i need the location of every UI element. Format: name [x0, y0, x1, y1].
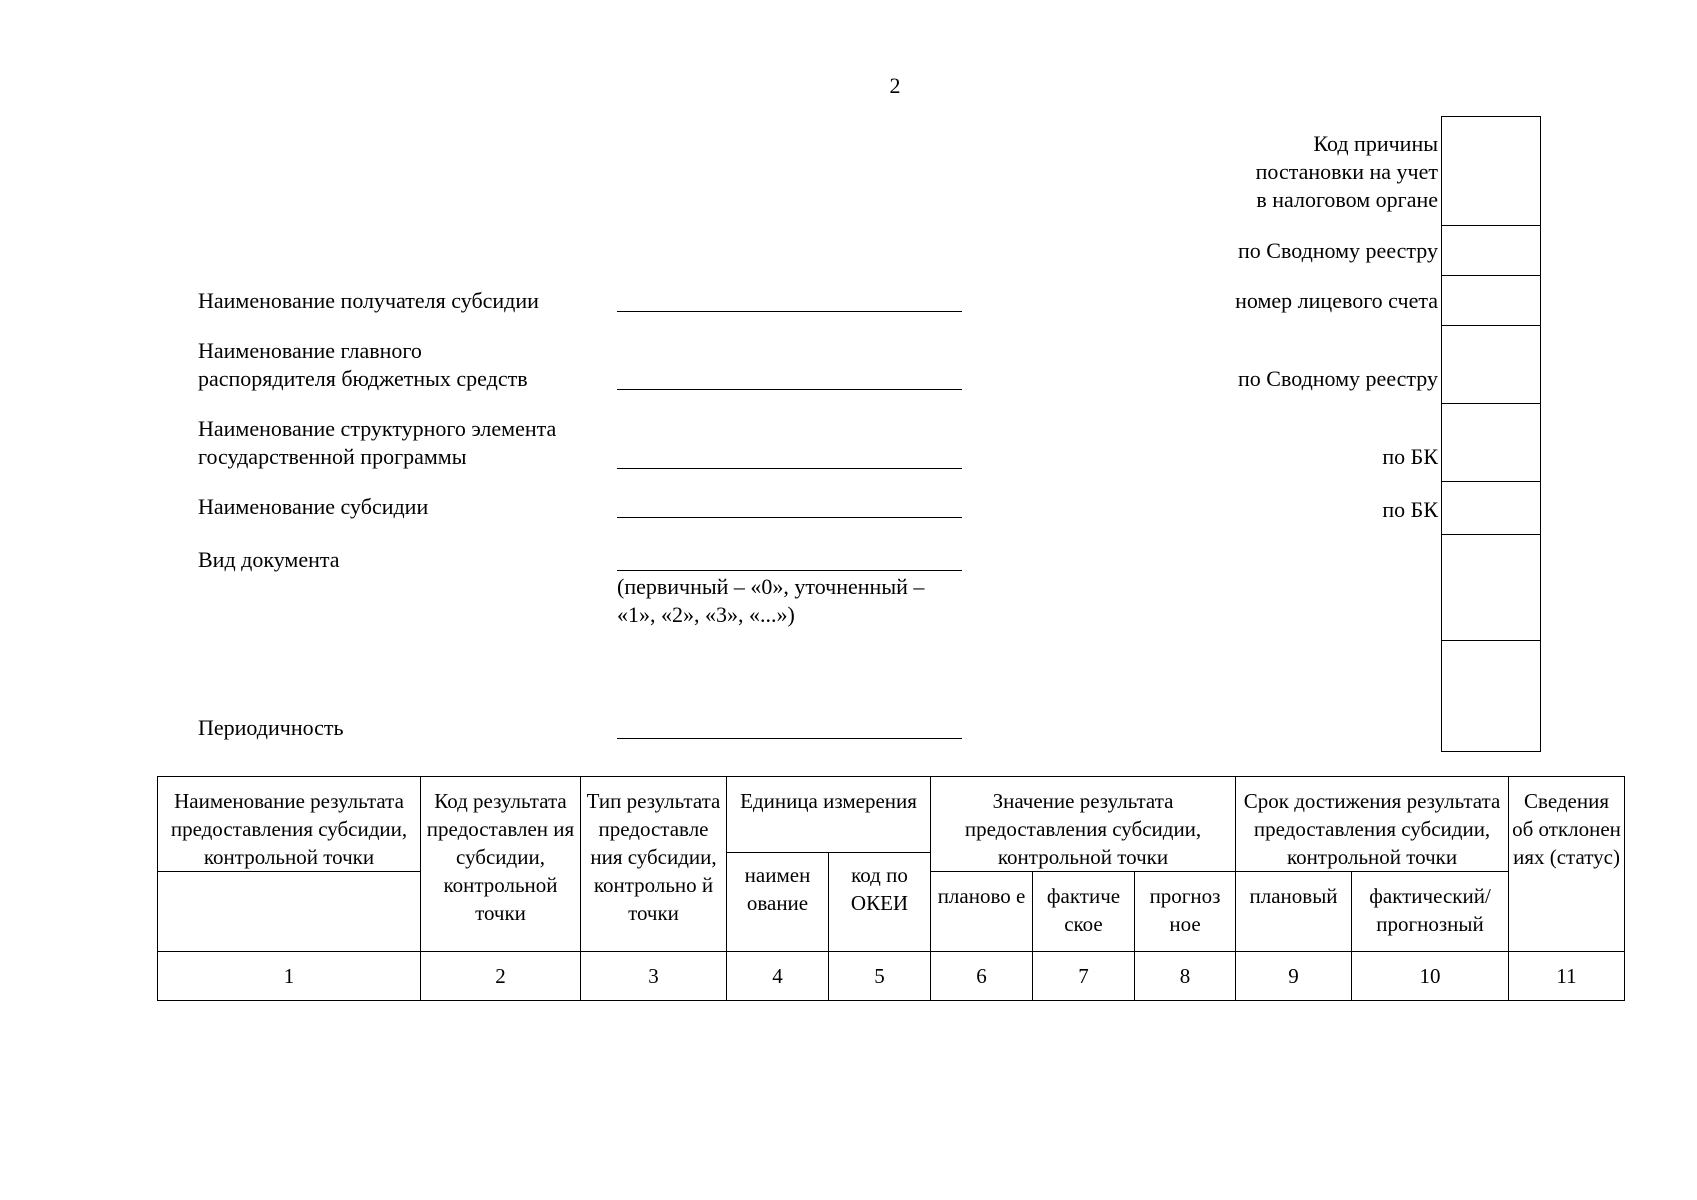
- column-numbers-row: [158, 952, 1625, 1001]
- codes-column: [1441, 116, 1541, 752]
- column-number: 7: [1033, 952, 1135, 1001]
- column-number: 5: [829, 952, 931, 1001]
- column-number: 11: [1509, 952, 1625, 1001]
- code-cell-kpp[interactable]: [1442, 117, 1540, 226]
- header-deviation: Сведения об отклонен иях (статус): [1509, 777, 1625, 952]
- header-value-forecast: прогноз ное: [1135, 872, 1236, 952]
- recipient-name-label: Наименование получателя субсидии: [198, 288, 539, 313]
- document-type-hint: (первичный – «0», уточненный – «1», «2», «3», «...»): [617, 574, 925, 627]
- document-type-line[interactable]: [617, 570, 962, 571]
- code-cell-registry-1[interactable]: [1442, 226, 1540, 276]
- header-term-fact: фактический/ прогнозный: [1352, 872, 1509, 952]
- column-number: 9: [1236, 952, 1352, 1001]
- header-term-plan: плановый: [1236, 872, 1352, 952]
- consolidated-registry-label-1: по Сводному реестру: [1238, 238, 1438, 263]
- header-result-type: Тип результата предоставле ния субсидии, контрольно й точки: [581, 777, 727, 952]
- code-cell-bk-1[interactable]: [1442, 404, 1540, 482]
- page-number: 2: [889, 73, 901, 98]
- bk-label-1: по БК: [1382, 444, 1438, 469]
- column-number: 10: [1352, 952, 1509, 1001]
- kpp-label: Код причины постановки на учет в налоговом органе: [1255, 131, 1438, 212]
- code-cell-bk-2[interactable]: [1442, 482, 1540, 535]
- personal-account-label: номер лицевого счета: [1235, 288, 1438, 313]
- subsidy-name-line[interactable]: [617, 517, 962, 518]
- subsidy-name-label: Наименование субсидии: [198, 494, 429, 519]
- code-cell-periodicity[interactable]: [1442, 641, 1540, 748]
- header-unit-group: Единица измерения: [727, 777, 931, 853]
- results-table: [157, 776, 1625, 1001]
- header-value-group: Значение результата предоставления субсидии, контрольной точки: [931, 777, 1236, 872]
- header-result-code: Код результата предоставлен ия субсидии, контрольной точки: [421, 777, 581, 952]
- document-type-label: Вид документа: [198, 547, 340, 572]
- code-cell-document-type[interactable]: [1442, 535, 1540, 641]
- periodicity-line[interactable]: [617, 738, 962, 739]
- main-manager-label: Наименование главного распорядителя бюджетных средств: [198, 338, 528, 391]
- code-cell-account[interactable]: [1442, 276, 1540, 326]
- consolidated-registry-label-2: по Сводному реестру: [1238, 366, 1438, 391]
- header-value-plan: планово е: [931, 872, 1033, 952]
- column-number: 3: [581, 952, 727, 1001]
- header-result-name-cont: [158, 872, 421, 952]
- header-unit-code: код по ОКЕИ: [829, 853, 931, 952]
- bk-label-2: по БК: [1382, 497, 1438, 522]
- main-manager-line[interactable]: [617, 389, 962, 390]
- recipient-name-line[interactable]: [617, 311, 962, 312]
- column-number: 2: [421, 952, 581, 1001]
- header-value-fact: фактиче ское: [1033, 872, 1135, 952]
- column-number: 6: [931, 952, 1033, 1001]
- column-number: 8: [1135, 952, 1236, 1001]
- header-unit-name: наимен ование: [727, 853, 829, 952]
- code-cell-registry-2[interactable]: [1442, 326, 1540, 404]
- periodicity-label: Периодичность: [198, 715, 344, 740]
- column-number: 4: [727, 952, 829, 1001]
- column-number: 1: [158, 952, 421, 1001]
- header-result-name: Наименование результата предоставления субсидии, контрольной точки: [158, 777, 421, 872]
- program-element-label: Наименование структурного элемента государственной программы: [198, 416, 557, 469]
- program-element-line[interactable]: [617, 468, 962, 469]
- header-term-group: Срок достижения результата предоставления субсидии, контрольной точки: [1236, 777, 1509, 872]
